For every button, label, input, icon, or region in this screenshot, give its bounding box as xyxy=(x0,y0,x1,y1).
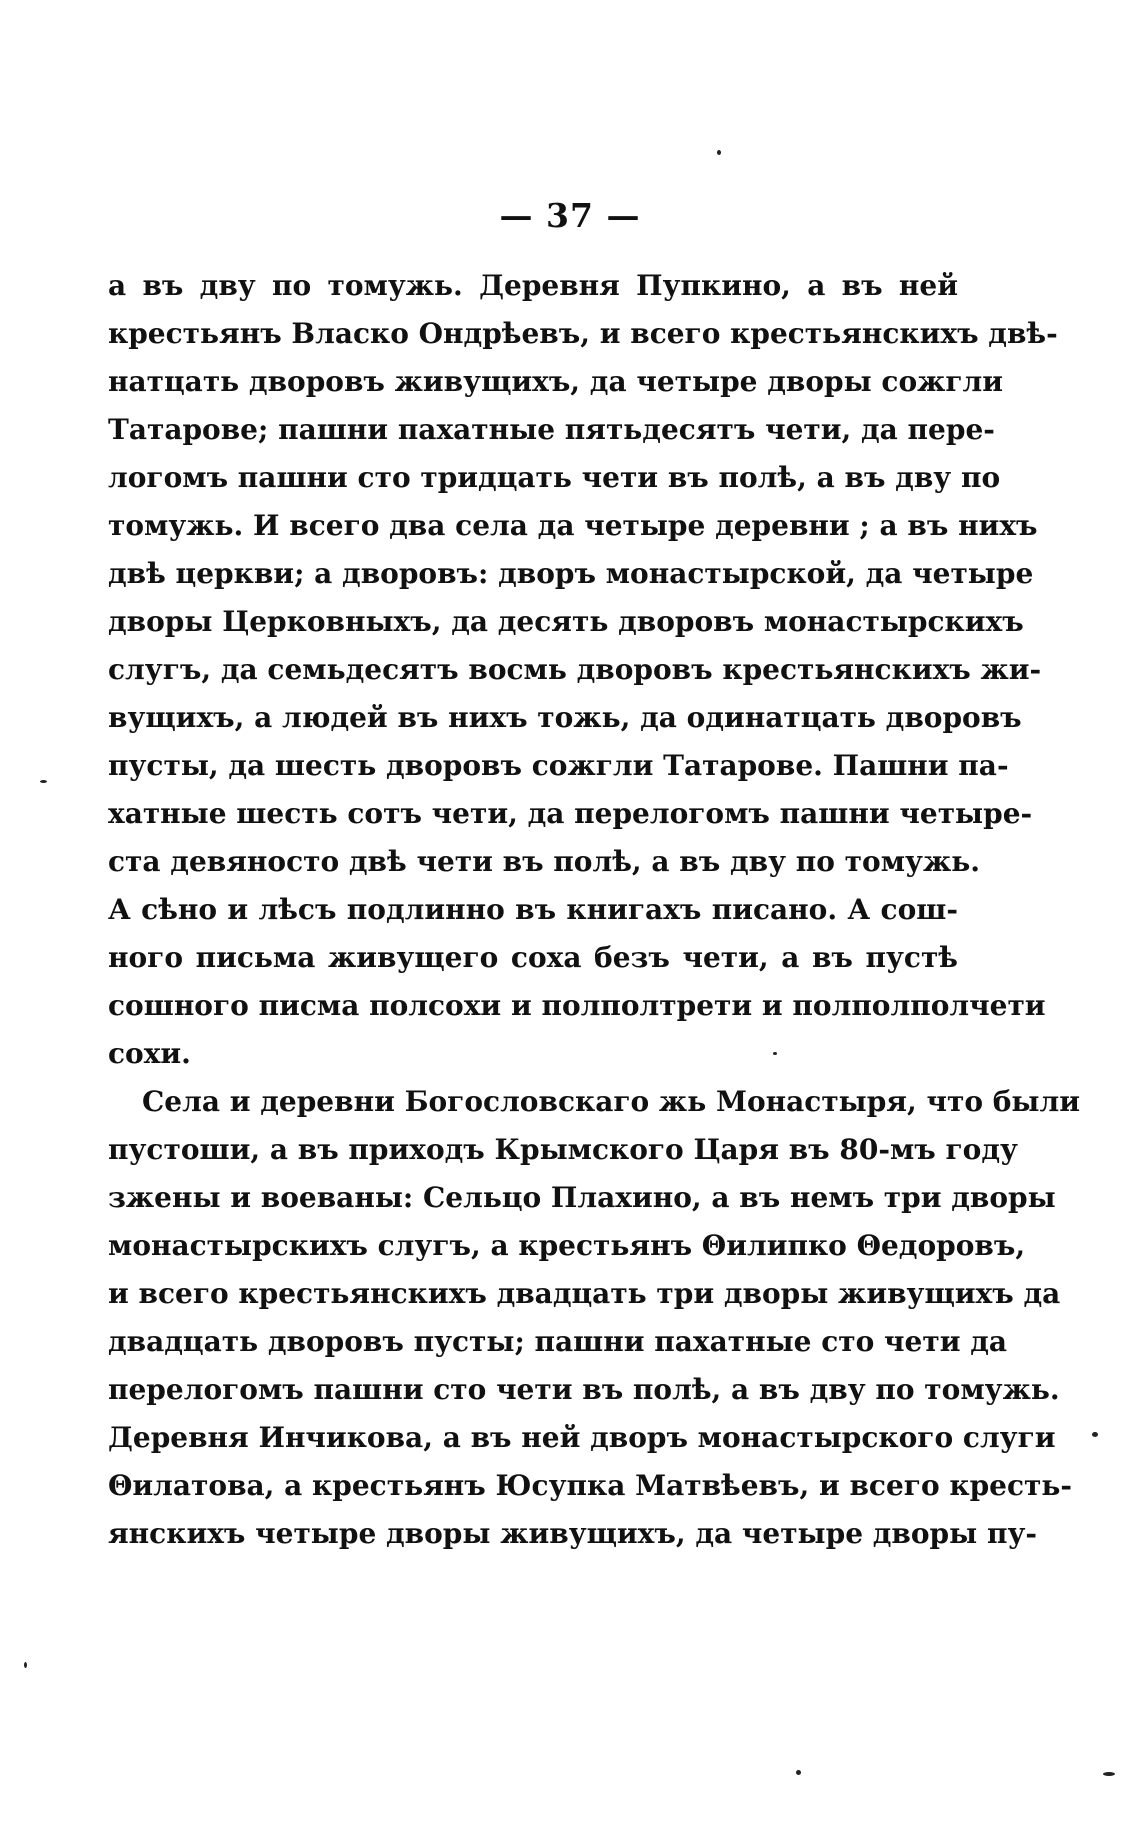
text-line: монастырскихъ слугъ, а крестьянъ Θилипко Θедоровъ, xyxy=(108,1229,1026,1262)
text-line: ста девяносто двѣ чети въ полѣ, а въ дву по томужь. xyxy=(108,845,980,878)
text-line: янскихъ четыре дворы живущихъ, да четыре дворы пу- xyxy=(108,1517,1037,1550)
scan-speck xyxy=(40,780,47,783)
scan-speck xyxy=(24,1662,27,1668)
text-line: Θилатова, а крестьянъ Юсупка Матвѣевъ, и всего кресть- xyxy=(108,1469,1073,1502)
scan-speck xyxy=(1092,1432,1098,1437)
text-line: хатные шесть сотъ чети, да перелогомъ пашни четыре- xyxy=(108,797,1033,830)
text-line: двадцать дворовъ пусты; пашни пахатные сто чети да xyxy=(108,1325,1008,1358)
page-number: — 37 — xyxy=(499,196,641,235)
paragraph-2 xyxy=(108,1078,1081,1558)
text-line: и всего крестьянскихъ двадцать три дворы живущихъ да xyxy=(108,1277,1061,1310)
text-line: ного письма живущего соха безъ чети, а въ пустѣ xyxy=(108,941,958,974)
text-line: Села и деревни Богословскаго жь Монастыря, что были xyxy=(142,1085,1081,1118)
text-line: сошного писма полсохи и полполтрети и полполполчети xyxy=(108,989,1046,1022)
text-line: Татарове; пашни пахатные пятьдесятъ чети, да пере- xyxy=(108,413,995,446)
body-text xyxy=(108,262,1081,1558)
text-line: А сѣно и лѣсъ подлинно въ книгахъ писано. А сош- xyxy=(108,893,958,926)
text-line: пустоши, а въ приходъ Крымского Царя въ 80-мъ году xyxy=(108,1133,1018,1166)
text-line: зжены и воеваны: Сельцо Плахино, а въ немъ три дворы xyxy=(108,1181,1056,1214)
text-line: крестьянъ Власко Ондрѣевъ, и всего крестьянскихъ двѣ- xyxy=(108,317,1058,350)
text-line: вущихъ, а людей въ нихъ тожь, да одинатцать дворовъ xyxy=(108,701,1022,734)
text-line: натцать дворовъ живущихъ, да четыре дворы сожгли xyxy=(108,365,1004,398)
scan-speck xyxy=(717,150,721,155)
text-line: сохи. xyxy=(108,1037,191,1070)
text-line: томужь. И всего два села да четыре деревни ; а въ нихъ xyxy=(108,509,1038,542)
scan-speck xyxy=(1103,1772,1115,1776)
scan-speck xyxy=(796,1770,801,1775)
text-line: а въ дву по томужь. Деревня Пупкино, а въ ней xyxy=(108,269,958,302)
text-line: двѣ церкви; а дворовъ: дворъ монастырской, да четыре xyxy=(108,557,1034,590)
text-line: пусты, да шесть дворовъ сожгли Татарове. Пашни па- xyxy=(108,749,1009,782)
scan-speck xyxy=(773,1052,777,1055)
text-line: слугъ, да семьдесятъ восмь дворовъ крестьянскихъ жи- xyxy=(108,653,1042,686)
text-line: дворы Церковныхъ, да десять дворовъ монастырскихъ xyxy=(108,605,1024,638)
paragraph-1 xyxy=(108,262,1058,1078)
text-line: логомъ пашни сто тридцать чети въ полѣ, а въ дву по xyxy=(108,461,1001,494)
text-line: Деревня Инчикова, а въ ней дворъ монастырского слуги xyxy=(108,1421,1056,1454)
text-line: перелогомъ пашни сто чети въ полѣ, а въ дву по томужь. xyxy=(108,1373,1060,1406)
